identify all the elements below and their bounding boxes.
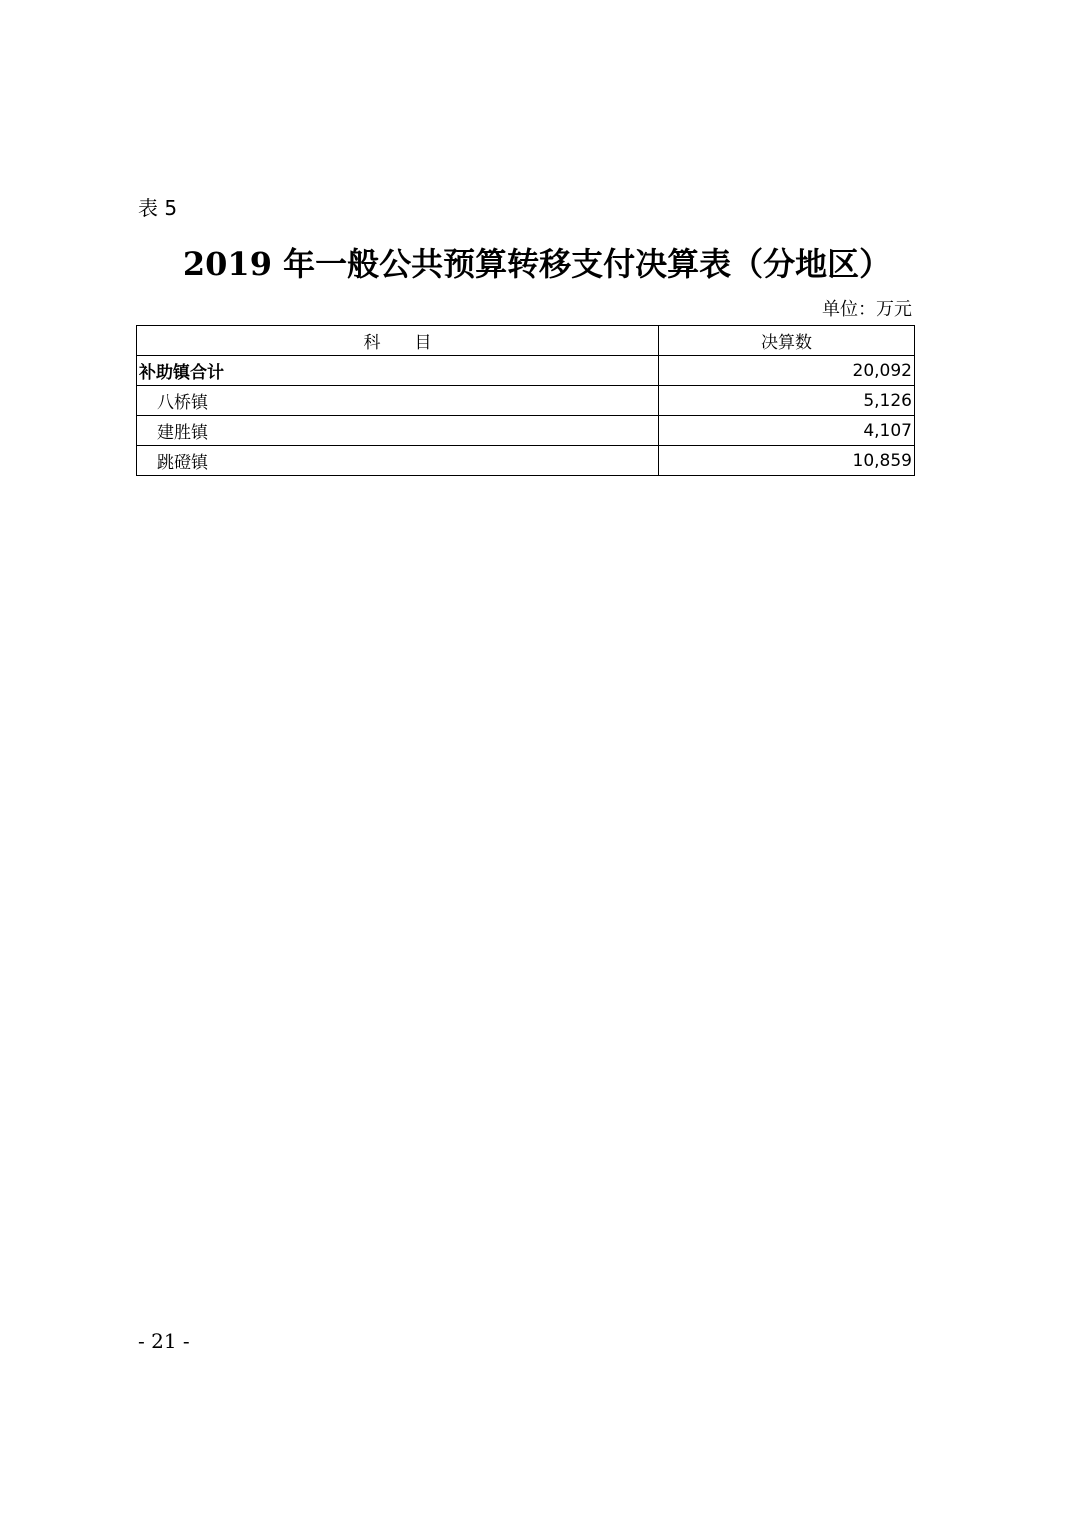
table-header-row	[137, 326, 915, 356]
page-title: 2019 年一般公共预算转移支付决算表（分地区）	[182, 245, 892, 283]
table-row	[137, 446, 915, 476]
table-row-total	[137, 356, 915, 386]
unit-label: 单位：万元	[822, 299, 912, 320]
row-name: 补助镇合计	[137, 356, 659, 386]
row-name: 跳磴镇	[137, 446, 659, 476]
row-name: 建胜镇	[137, 416, 659, 446]
header-amount: 决算数	[659, 326, 915, 356]
row-name: 八桥镇	[137, 386, 659, 416]
page-number: - 21 -	[138, 1329, 190, 1353]
row-value: 5,126	[659, 386, 915, 416]
table-label: 表 5	[138, 196, 178, 220]
row-value: 10,859	[659, 446, 915, 476]
row-value: 4,107	[659, 416, 915, 446]
budget-table	[136, 325, 915, 476]
table-row	[137, 416, 915, 446]
table-row	[137, 386, 915, 416]
header-subject: 科 目	[137, 326, 659, 356]
row-value: 20,092	[659, 356, 915, 386]
